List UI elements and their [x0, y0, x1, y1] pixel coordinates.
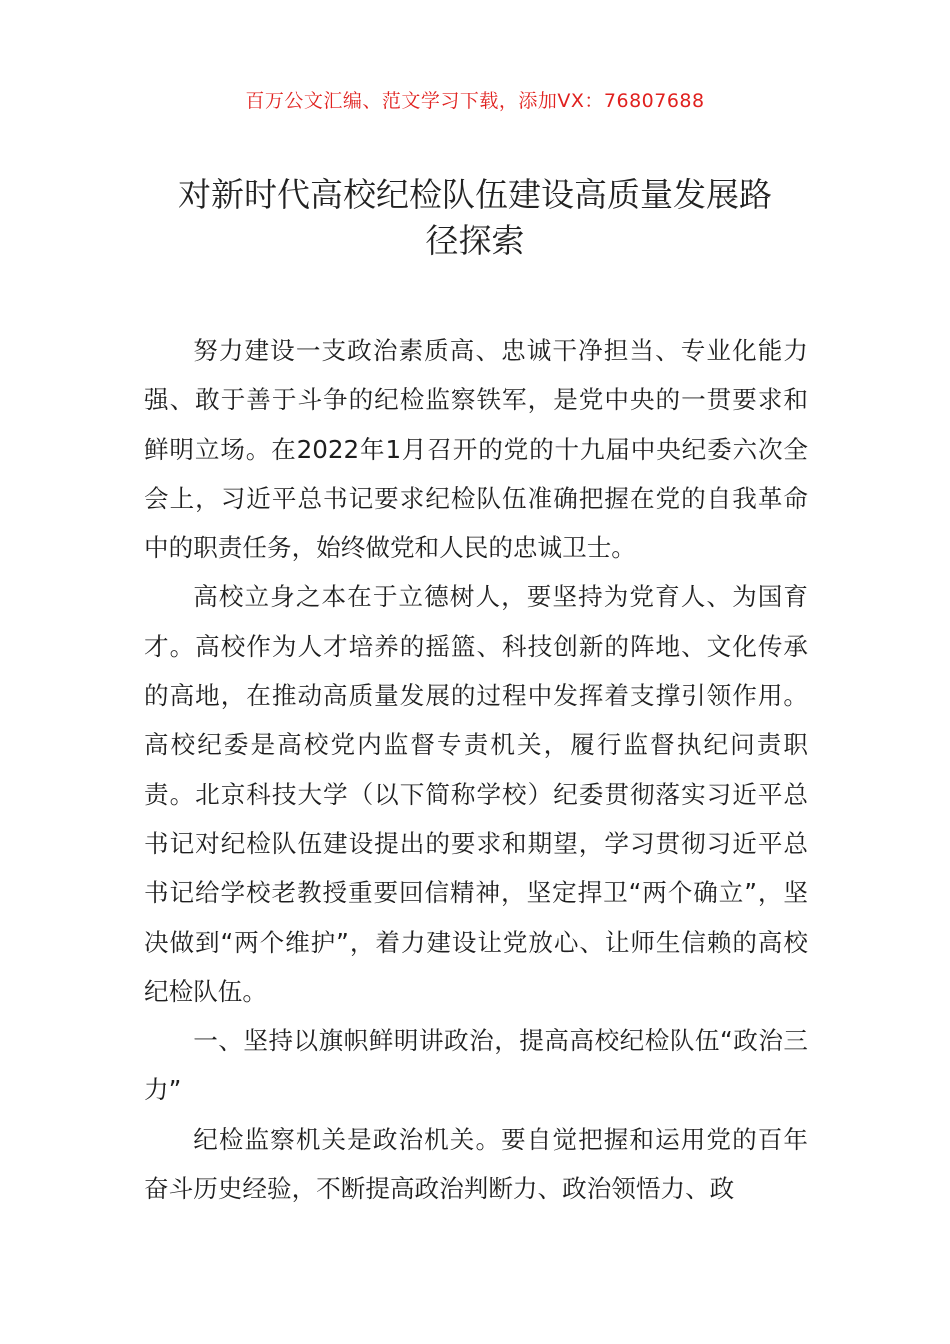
document-body: [144, 326, 808, 1213]
paragraph-intro: 努力建设一支政治素质高、忠诚干净担当、专业化能力强、敢于善于斗争的纪检监察铁军，是党中央的一贯要求和鲜明立场。在2022年1月召开的党的十九届中央纪委六次全会上，习近平总书记要求纪检队伍准确把握在党的自我革命中的职责任务，始终做党和人民的忠诚卫士。: [144, 336, 808, 563]
title-line-2: 径探索: [425, 221, 525, 260]
section-heading-1: 一、坚持以旗帜鲜明讲政治，提高高校纪检队伍“政治三力”: [144, 1026, 808, 1105]
title-line-1: 对新时代高校纪检队伍建设高质量发展路: [178, 175, 772, 214]
paragraph-section-1: 纪检监察机关是政治机关。要自觉把握和运用党的百年奋斗历史经验，不断提高政治判断力、政治领悟力、政: [144, 1124, 808, 1204]
document-title: [100, 172, 850, 264]
header-promo-note: 百万公文汇编、范文学习下载，添加VX：76807688: [245, 90, 705, 112]
paragraph-background: 高校立身之本在于立德树人，要坚持为党育人、为国育才。高校作为人才培养的摇篮、科技创新的阵地、文化传承的高地，在推动高质量发展的过程中发挥着支撑引领作用。高校纪委是高校党内监督专责机关，履行监督执纪问责职责。北京科技大学（以下简称学校）纪委贯彻落实习近平总书记对纪检队伍建设提出的要求和期望，学习贯彻习近平总书记给学校老教授重要回信精神，坚定捍卫“两个确立”，坚决做到“两个维护”，着力建设让党放心、让师生信赖的高校纪检队伍。: [144, 582, 808, 1006]
